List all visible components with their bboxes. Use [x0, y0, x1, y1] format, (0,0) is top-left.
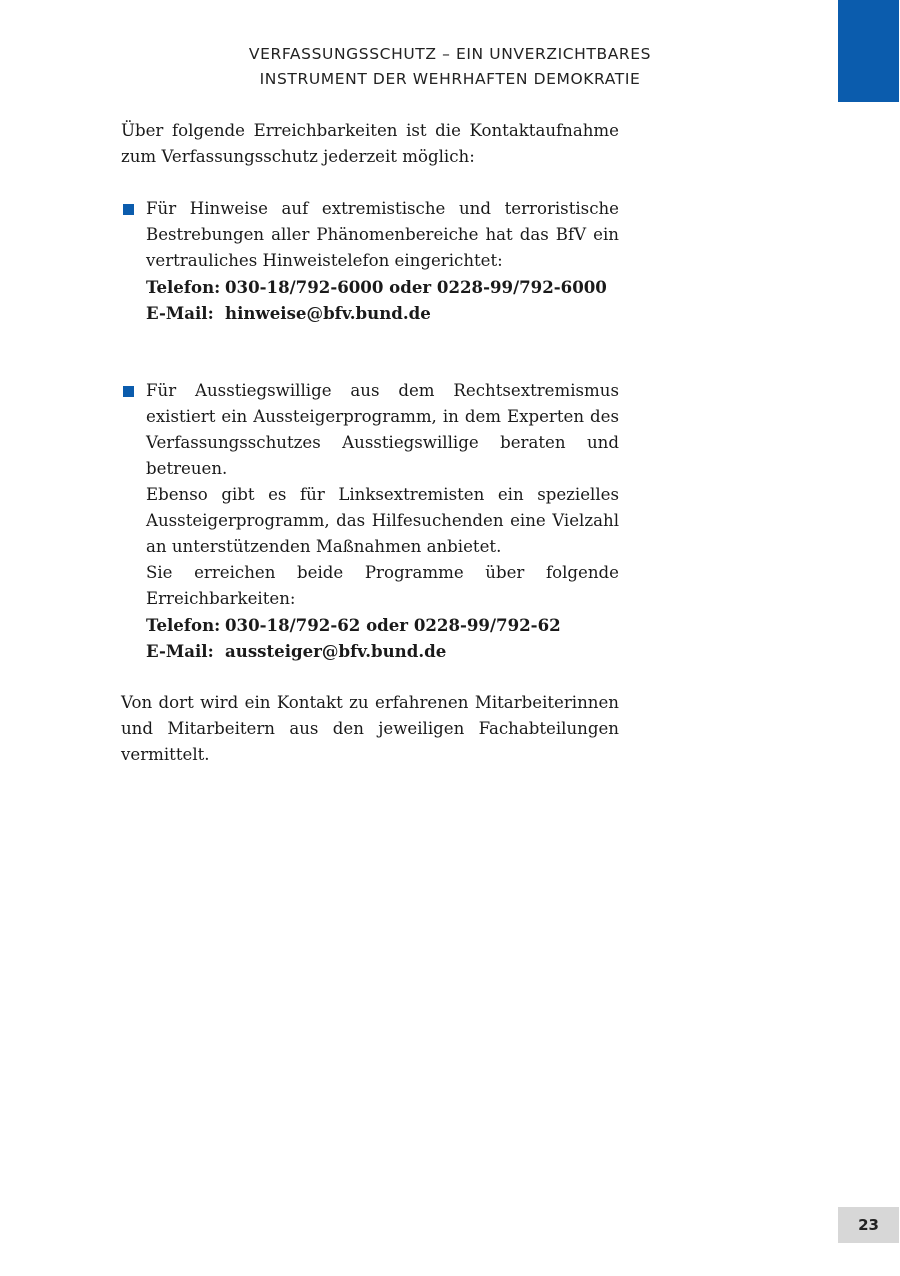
- email-label: E-Mail:: [146, 641, 214, 661]
- item-paragraph: Ebenso gibt es für Linksextremisten ein spezielles Aussteigerprogramm, das Hilfesuchenden eine Vielzahl an unterstützenden Maßnahmen anbietet.: [146, 485, 619, 556]
- phone-line: [146, 274, 619, 300]
- page-number: 23: [838, 1207, 899, 1243]
- email-address[interactable]: hinweise@bfv.bund.de: [225, 303, 431, 323]
- email-address[interactable]: aussteiger@bfv.bund.de: [225, 641, 447, 661]
- running-header: [180, 42, 720, 92]
- running-header-line-1: VERFASSUNGSSCHUTZ – EIN UNVERZICHTBARES: [248, 45, 652, 63]
- section-color-tab: [838, 0, 899, 102]
- email-line: [146, 638, 619, 664]
- email-line: [146, 300, 619, 326]
- square-bullet-icon: [123, 204, 134, 215]
- list-item-aussteigerprogramm: [121, 378, 619, 664]
- phone-label: Telefon:: [146, 277, 221, 297]
- closing-paragraph: Von dort wird ein Kontakt zu erfahrenen Mitarbeiterinnen und Mitarbeitern aus den jeweiligen Fachabteilungen vermittelt.: [121, 693, 619, 764]
- phone-line: [146, 612, 619, 638]
- phone-label: Telefon:: [146, 615, 221, 635]
- item-paragraph: Sie erreichen beide Programme über folgende Erreichbarkeiten:: [146, 563, 619, 608]
- running-header-line-2: INSTRUMENT DER WEHRHAFTEN DEMOKRATIE: [259, 70, 641, 88]
- email-label: E-Mail:: [146, 303, 214, 323]
- body-text: [121, 118, 619, 768]
- item-paragraph: Für Hinweise auf extremistische und terroristische Bestrebungen aller Phänomenbereiche hat das BfV ein vertrauliches Hinweistelefon eingerichtet:: [146, 199, 619, 270]
- phone-number: 030-18/792-62 oder 0228-99/792-62: [225, 615, 561, 635]
- intro-paragraph: Über folgende Erreichbarkeiten ist die Kontaktaufnahme zum Verfassungsschutz jederzeit möglich:: [121, 121, 619, 166]
- list-item-hinweistelefon: [121, 196, 619, 326]
- item-paragraph: Für Ausstiegswillige aus dem Rechtsextremismus existiert ein Aussteigerprogramm, in dem Experten des Verfassungsschutzes Ausstiegswillige beraten und betreuen.: [146, 381, 619, 478]
- square-bullet-icon: [123, 386, 134, 397]
- phone-number: 030-18/792-6000 oder 0228-99/792-6000: [225, 277, 607, 297]
